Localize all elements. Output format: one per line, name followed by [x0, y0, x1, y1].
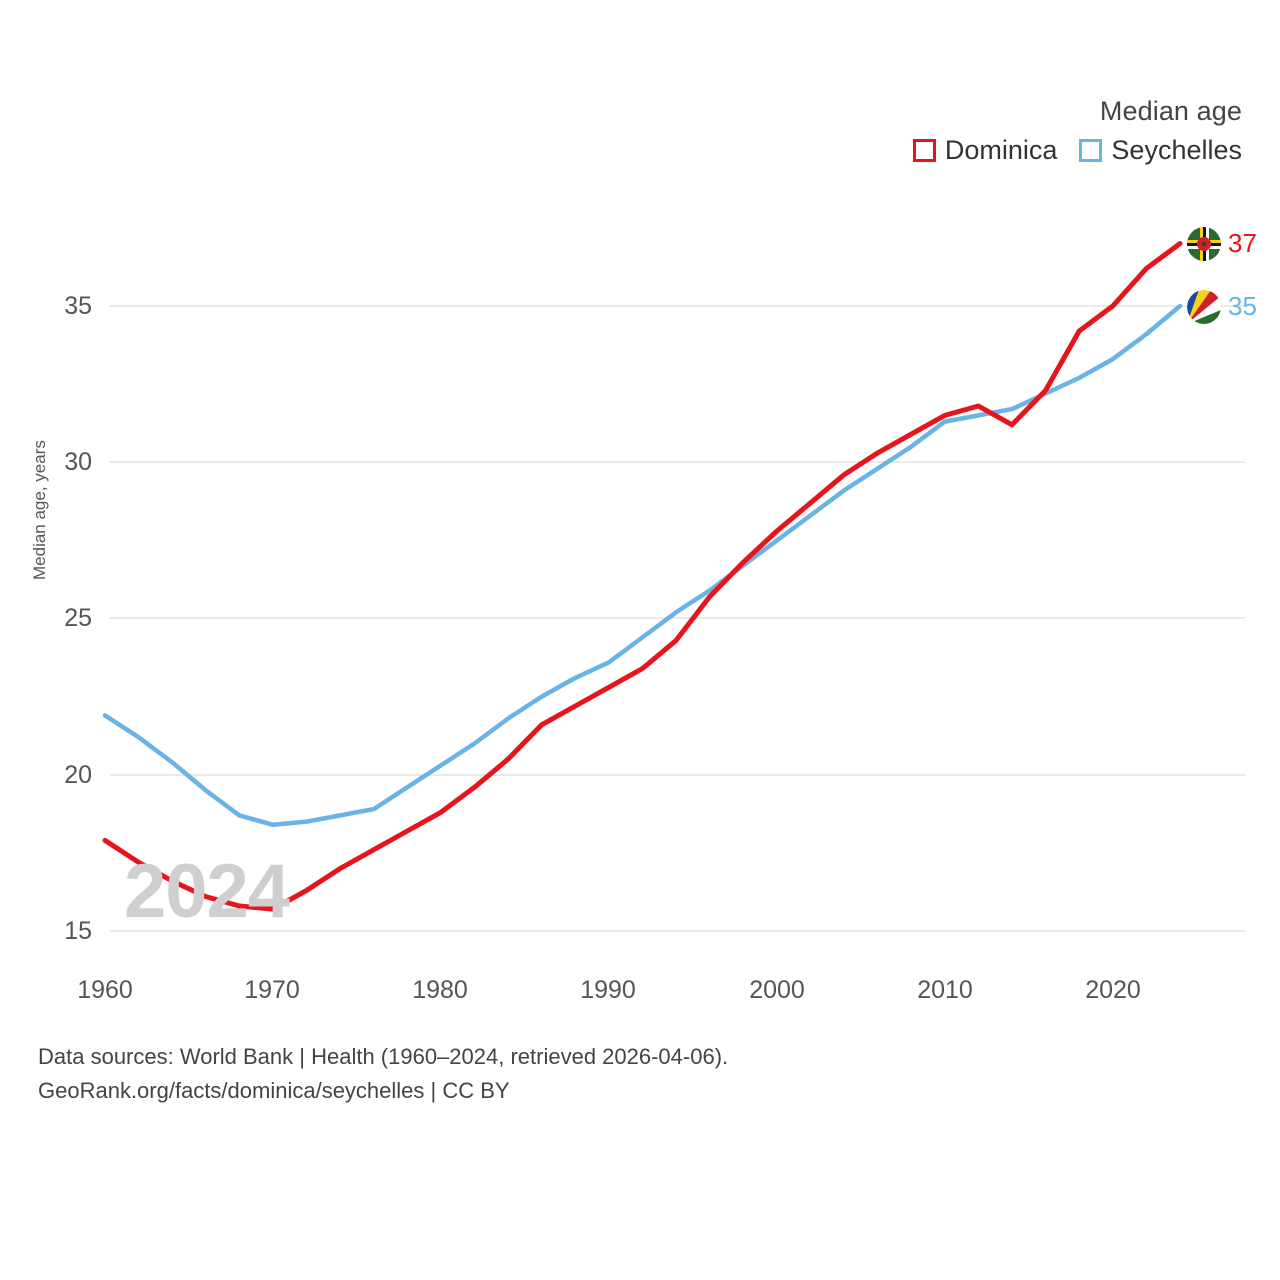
flag-seychelles-icon — [1187, 290, 1221, 324]
svg-text:30: 30 — [64, 448, 92, 476]
footer-attribution[interactable]: GeoRank.org/facts/dominica/seychelles | CC BY — [38, 1078, 510, 1104]
chart-footer — [38, 1040, 728, 1108]
svg-text:25: 25 — [64, 604, 92, 632]
svg-text:2000: 2000 — [749, 976, 805, 1004]
legend-label-dominica: Dominica — [944, 135, 1058, 165]
legend-label-seychelles: Seychelles — [1111, 135, 1242, 165]
year-watermark: 2024 — [124, 849, 290, 934]
legend-item-dominica[interactable] — [913, 135, 1058, 166]
svg-text:1990: 1990 — [580, 976, 636, 1004]
legend-swatch-dominica-icon — [913, 139, 936, 162]
svg-text:35: 35 — [64, 292, 92, 320]
series-line-dominica — [105, 244, 1180, 910]
svg-text:1980: 1980 — [412, 976, 468, 1004]
chart-legend — [913, 96, 1242, 166]
series-line-seychelles — [105, 306, 1180, 825]
svg-text:20: 20 — [64, 761, 92, 789]
svg-text:2010: 2010 — [917, 976, 973, 1004]
svg-text:1970: 1970 — [244, 976, 300, 1004]
legend-swatch-seychelles-icon — [1079, 139, 1102, 162]
legend-title: Median age — [1099, 96, 1242, 126]
legend-item-seychelles[interactable] — [1079, 135, 1242, 166]
footer-data-sources: Data sources: World Bank | Health (1960–2024, retrieved 2026-04-06). — [38, 1044, 729, 1069]
gridlines — [110, 306, 1245, 931]
svg-text:15: 15 — [64, 917, 92, 945]
end-value-seychelles: 35 — [1228, 291, 1257, 321]
x-axis-tick-labels — [77, 976, 1141, 1004]
svg-text:1960: 1960 — [77, 976, 133, 1004]
y-axis-tick-labels — [64, 292, 92, 945]
svg-text:2020: 2020 — [1085, 976, 1141, 1004]
flag-dominica-icon — [1187, 227, 1221, 261]
y-axis-title: Median age, years — [30, 440, 49, 580]
end-value-dominica: 37 — [1228, 228, 1257, 258]
